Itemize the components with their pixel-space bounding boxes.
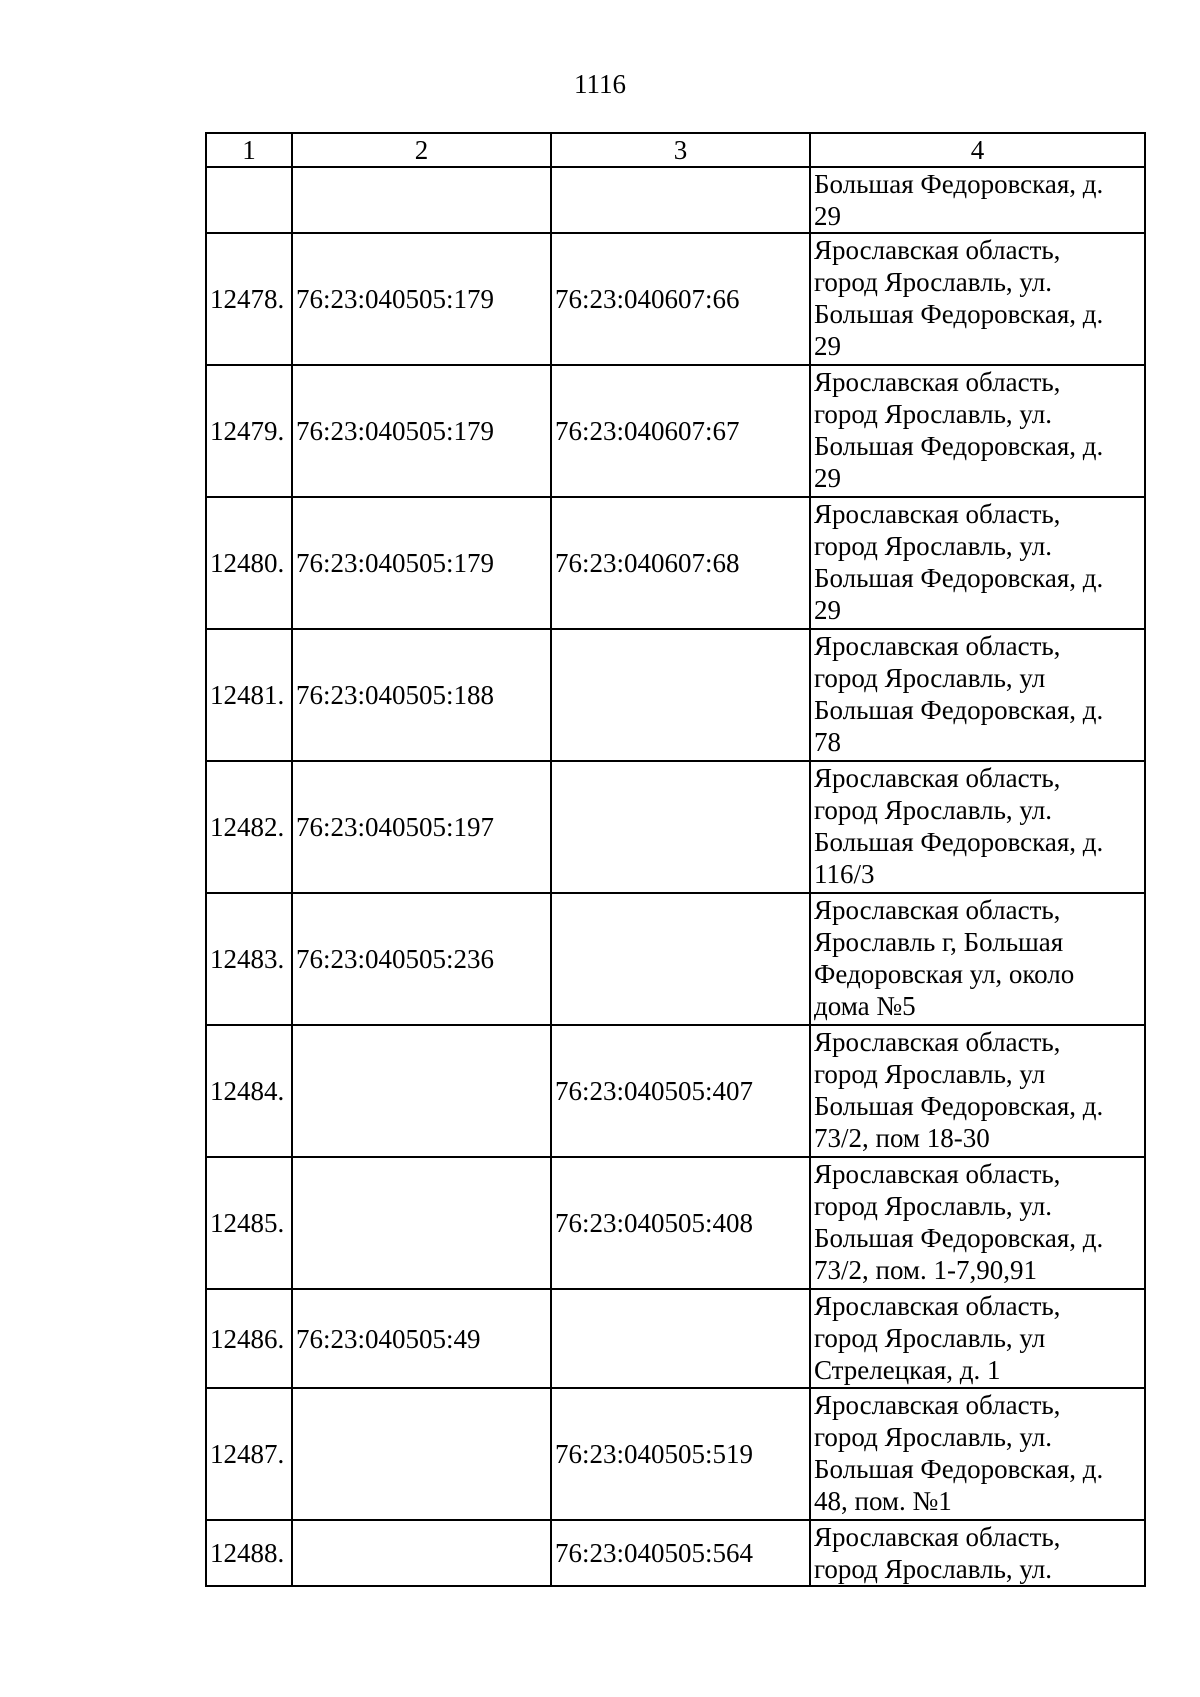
- row-number: 12488.: [206, 1520, 292, 1586]
- address-cell: Ярославская область, Ярославль г, Большая Федоровская ул, около дома №5: [810, 893, 1145, 1025]
- page-number: 1116: [574, 69, 626, 99]
- cadastral-number-col3: [551, 893, 810, 1025]
- address-cell: Ярославская область, город Ярославль, ул. Большая Федоровская, д. 29: [810, 365, 1145, 497]
- table-row: [206, 167, 1145, 233]
- table-row: [206, 1157, 1145, 1289]
- cadastral-number-col3: [551, 1289, 810, 1388]
- cadastral-number-col3: [551, 761, 810, 893]
- row-number: 12481.: [206, 629, 292, 761]
- row-number: 12479.: [206, 365, 292, 497]
- address-cell: Ярославская область, город Ярославль, ул Стрелецкая, д. 1: [810, 1289, 1145, 1388]
- cadastral-number-col2: [292, 1157, 551, 1289]
- address-cell: Ярославская область, город Ярославль, ул.: [810, 1520, 1145, 1586]
- cadastral-number-col2: 76:23:040505:179: [292, 365, 551, 497]
- table-row: [206, 365, 1145, 497]
- cadastral-number-col3: 76:23:040505:564: [551, 1520, 810, 1586]
- cadastral-number-col2: [292, 1520, 551, 1586]
- address-cell: Ярославская область, город Ярославль, ул Большая Федоровская, д. 78: [810, 629, 1145, 761]
- table-row: [206, 893, 1145, 1025]
- table-row: [206, 1520, 1145, 1586]
- cadastral-number-col3: 76:23:040505:407: [551, 1025, 810, 1157]
- cadastral-number-col3: 76:23:040505:408: [551, 1157, 810, 1289]
- cadastral-number-col3: 76:23:040505:519: [551, 1388, 810, 1520]
- cadastral-number-col2: 76:23:040505:188: [292, 629, 551, 761]
- address-cell: Ярославская область, город Ярославль, ул. Большая Федоровская, д. 29: [810, 233, 1145, 365]
- header-cell-3: 3: [551, 133, 810, 167]
- cadastral-number-col2: [292, 167, 551, 233]
- cadastral-number-col2: [292, 1388, 551, 1520]
- row-number: 12483.: [206, 893, 292, 1025]
- row-number: 12480.: [206, 497, 292, 629]
- table-row: [206, 497, 1145, 629]
- cadastral-number-col2: 76:23:040505:236: [292, 893, 551, 1025]
- table-header-row: [206, 133, 1145, 167]
- address-cell: Большая Федоровская, д. 29: [810, 167, 1145, 233]
- address-cell: Ярославская область, город Ярославль, ул Большая Федоровская, д. 73/2, пом 18-30: [810, 1025, 1145, 1157]
- address-cell: Ярославская область, город Ярославль, ул. Большая Федоровская, д. 29: [810, 497, 1145, 629]
- address-cell: Ярославская область, город Ярославль, ул. Большая Федоровская, д. 116/3: [810, 761, 1145, 893]
- row-number: 12485.: [206, 1157, 292, 1289]
- table-row: [206, 233, 1145, 365]
- cadastral-number-col3: 76:23:040607:68: [551, 497, 810, 629]
- address-cell: Ярославская область, город Ярославль, ул. Большая Федоровская, д. 48, пом. №1: [810, 1388, 1145, 1520]
- address-cell: Ярославская область, город Ярославль, ул. Большая Федоровская, д. 73/2, пом. 1-7,90,91: [810, 1157, 1145, 1289]
- table-row: [206, 1025, 1145, 1157]
- row-number: [206, 167, 292, 233]
- row-number: 12487.: [206, 1388, 292, 1520]
- cadastral-number-col2: 76:23:040505:179: [292, 497, 551, 629]
- cadastral-number-col2: 76:23:040505:179: [292, 233, 551, 365]
- cadastral-number-col3: [551, 167, 810, 233]
- row-number: 12484.: [206, 1025, 292, 1157]
- row-number: 12482.: [206, 761, 292, 893]
- header-cell-1: 1: [206, 133, 292, 167]
- row-number: 12478.: [206, 233, 292, 365]
- cadastral-number-col2: [292, 1025, 551, 1157]
- cadastral-number-col2: 76:23:040505:49: [292, 1289, 551, 1388]
- register-table: [205, 132, 1146, 1587]
- table-row: [206, 629, 1145, 761]
- table-row: [206, 761, 1145, 893]
- cadastral-number-col3: 76:23:040607:66: [551, 233, 810, 365]
- header-cell-4: 4: [810, 133, 1145, 167]
- cadastral-number-col3: [551, 629, 810, 761]
- table-row: [206, 1289, 1145, 1388]
- cadastral-number-col2: 76:23:040505:197: [292, 761, 551, 893]
- row-number: 12486.: [206, 1289, 292, 1388]
- table-row: [206, 1388, 1145, 1520]
- cadastral-number-col3: 76:23:040607:67: [551, 365, 810, 497]
- header-cell-2: 2: [292, 133, 551, 167]
